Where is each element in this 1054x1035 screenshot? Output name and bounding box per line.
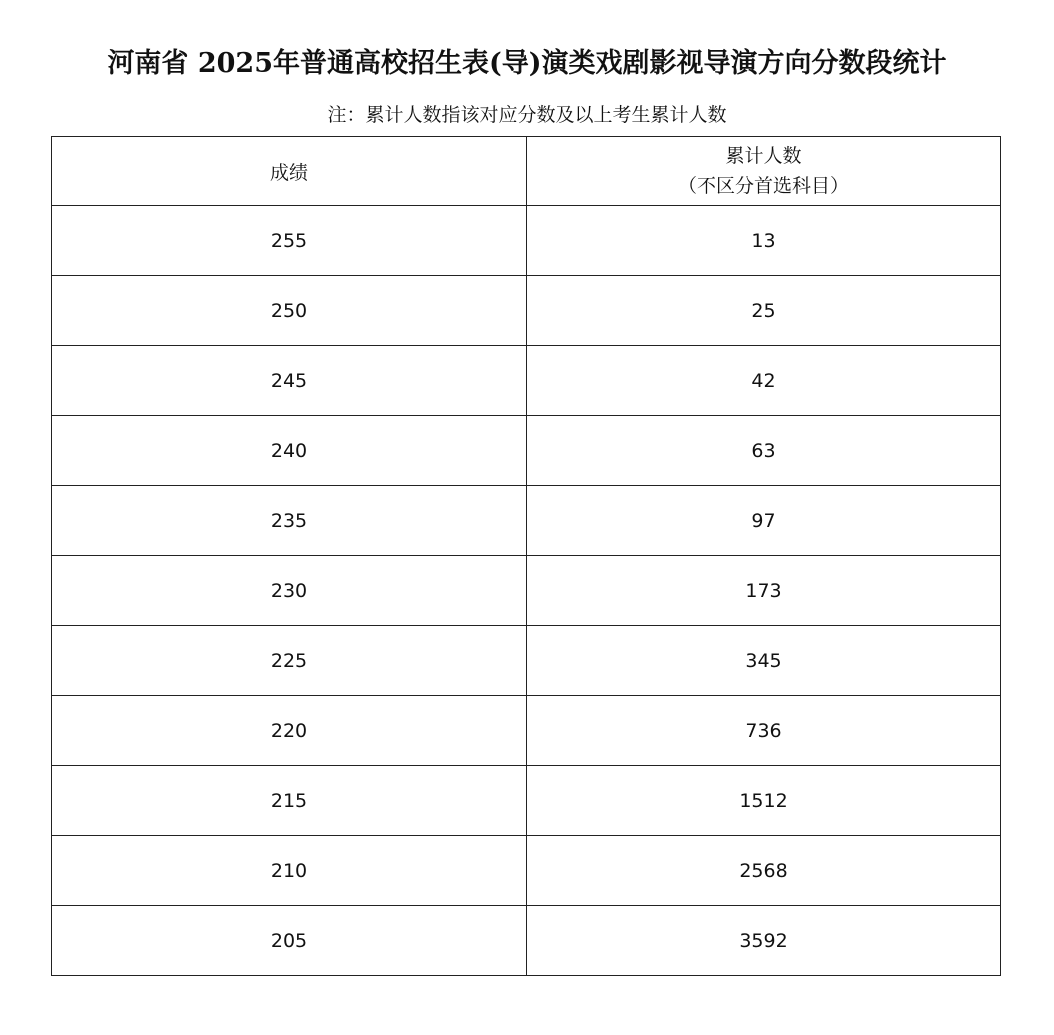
table-row	[52, 626, 1001, 696]
count-cell: 42	[527, 346, 1001, 416]
table-note: 注：累计人数指该对应分数及以上考生累计人数	[327, 104, 727, 126]
table-row	[52, 416, 1001, 486]
score-cell: 205	[52, 906, 527, 976]
score-cell: 235	[52, 486, 527, 556]
score-cell: 245	[52, 346, 527, 416]
table-body	[52, 206, 1001, 976]
score-cell: 225	[52, 626, 527, 696]
score-cell: 220	[52, 696, 527, 766]
count-cell: 3592	[527, 906, 1001, 976]
table-row	[52, 836, 1001, 906]
score-cell: 255	[52, 206, 527, 276]
table-row	[52, 766, 1001, 836]
table-row	[52, 696, 1001, 766]
count-cell: 736	[527, 696, 1001, 766]
column-header-count-line1: 累计人数	[725, 145, 802, 167]
count-cell: 173	[527, 556, 1001, 626]
score-cell: 240	[52, 416, 527, 486]
score-cell: 210	[52, 836, 527, 906]
score-cell: 215	[52, 766, 527, 836]
table-row	[52, 906, 1001, 976]
table-row	[52, 276, 1001, 346]
table-row	[52, 486, 1001, 556]
count-cell: 2568	[527, 836, 1001, 906]
score-distribution-table	[51, 136, 1001, 976]
count-cell: 345	[527, 626, 1001, 696]
count-cell: 25	[527, 276, 1001, 346]
table-header-row	[52, 137, 1001, 206]
page-title: 河南省 2025年普通高校招生表(导)演类戏剧影视导演方向分数段统计	[107, 48, 947, 79]
column-header-cumulative-count	[527, 137, 1001, 206]
table-row	[52, 556, 1001, 626]
count-cell: 1512	[527, 766, 1001, 836]
score-cell: 230	[52, 556, 527, 626]
column-header-score: 成绩	[52, 137, 527, 206]
count-cell: 63	[527, 416, 1001, 486]
count-cell: 13	[527, 206, 1001, 276]
count-cell: 97	[527, 486, 1001, 556]
table-row	[52, 206, 1001, 276]
column-header-count-line2: （不区分首选科目）	[677, 175, 849, 197]
table-row	[52, 346, 1001, 416]
score-cell: 250	[52, 276, 527, 346]
